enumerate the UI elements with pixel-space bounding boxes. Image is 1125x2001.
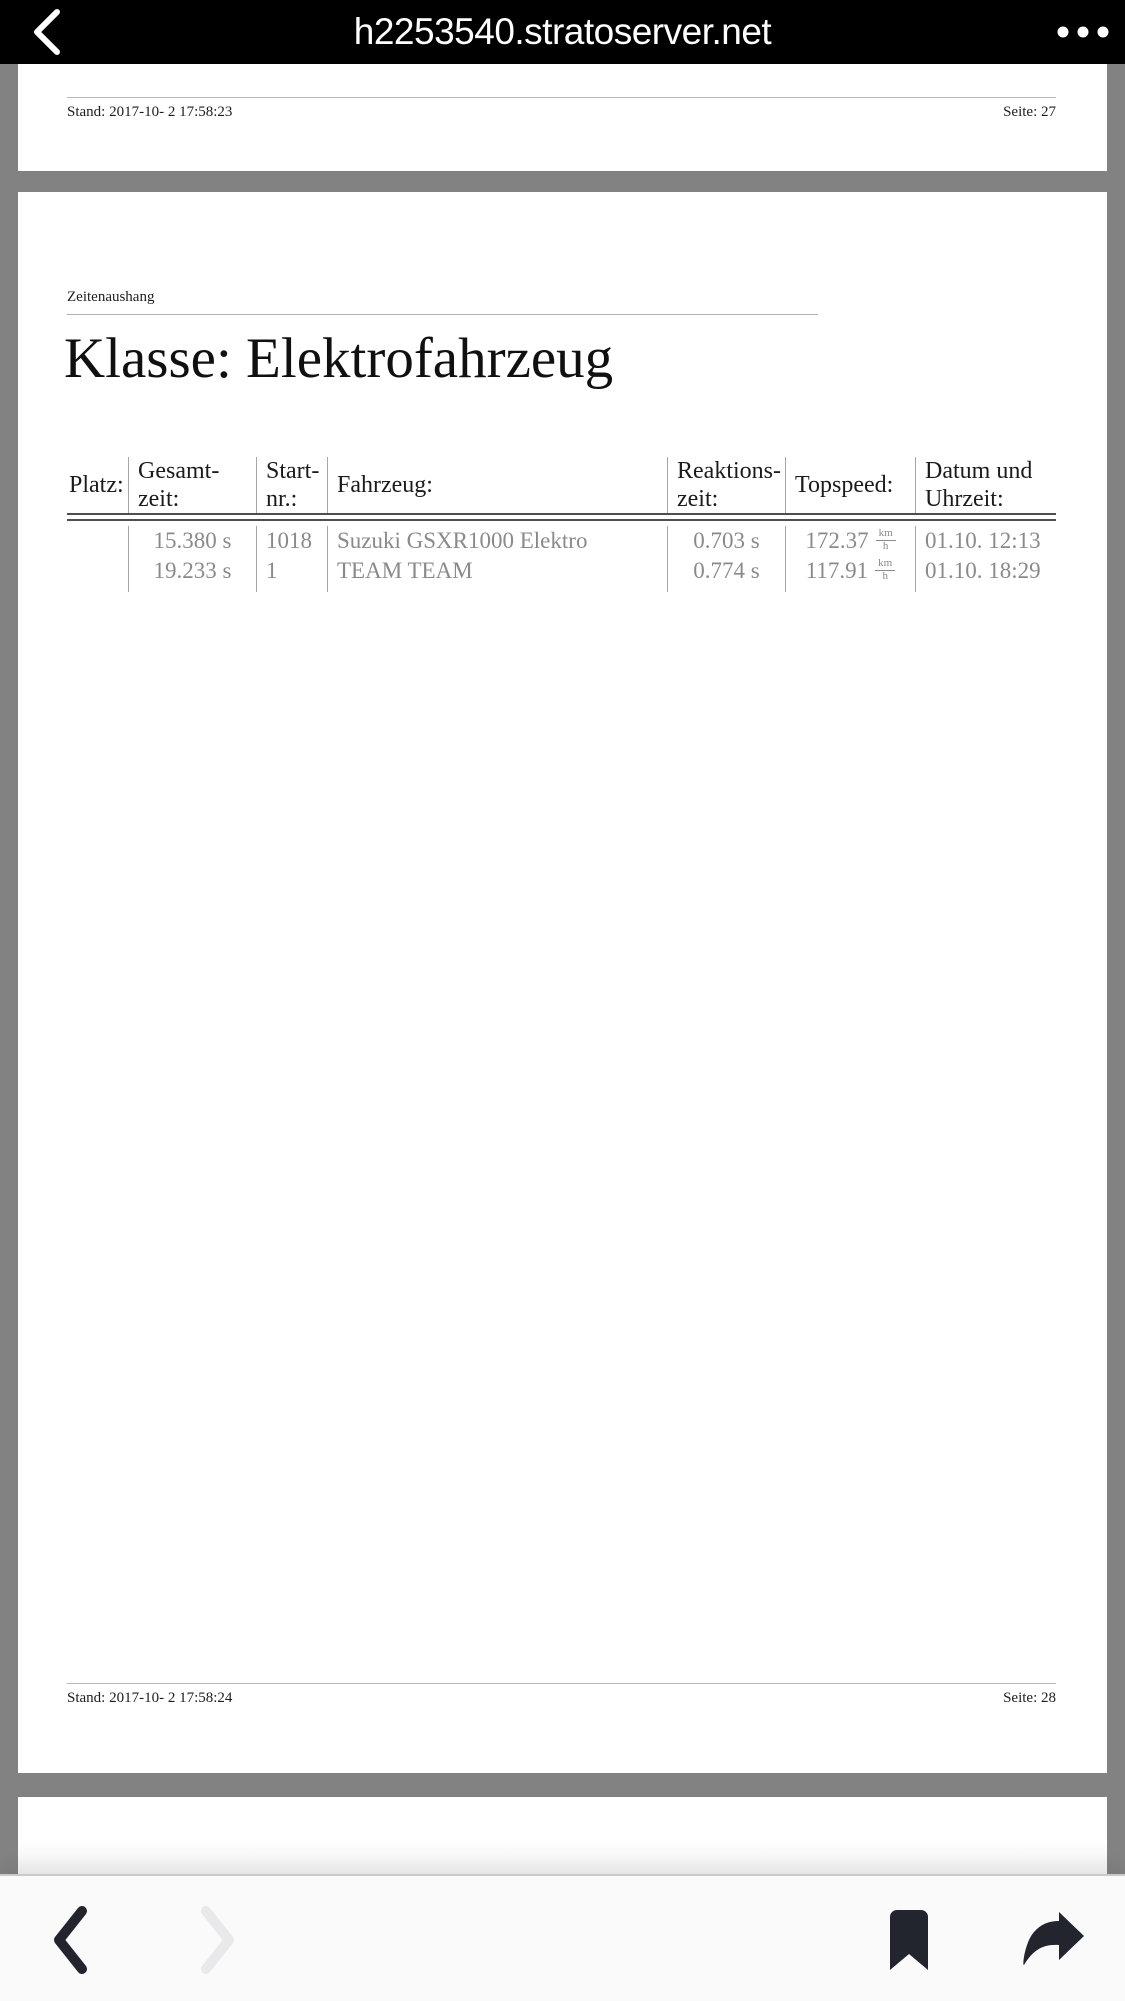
bookmark-icon xyxy=(890,1910,928,1970)
col-header-fahrzeug: Fahrzeug: xyxy=(328,457,668,513)
bookmark-button[interactable] xyxy=(874,1876,944,2001)
page28-stand-text: Stand: 2017-10- 2 17:58:24 xyxy=(67,1690,233,1706)
page28-footer xyxy=(67,1683,1056,1707)
cell-gesamtzeit: 15.380 s xyxy=(129,526,257,556)
cell-datum: 01.10. 12:13 xyxy=(925,528,1041,553)
share-forward-button[interactable] xyxy=(1008,1876,1098,2001)
cell-reaktionszeit: 0.774 s xyxy=(668,556,786,586)
cell-topspeed: 172.37 km h xyxy=(786,526,916,556)
section-label: Zeitenaushang xyxy=(67,289,155,305)
cell-reaktionszeit: 0.703 s xyxy=(668,526,786,556)
cell-startnr: 1 xyxy=(257,556,328,586)
page27-stand-text: Stand: 2017-10- 2 17:58:23 xyxy=(67,104,233,120)
pdf-page-27 xyxy=(18,64,1107,171)
pdf-page-29 xyxy=(18,1797,1107,1874)
class-heading: Klasse: Elektrofahrzeug xyxy=(64,327,614,390)
cell-fahrzeug: TEAM TEAM xyxy=(328,556,668,586)
col-header-startnr: Start- nr.: xyxy=(257,457,328,513)
page27-seite-text: Seite: 27 xyxy=(1003,104,1056,120)
browser-bottom-toolbar xyxy=(0,1874,1125,2001)
nav-back-button[interactable] xyxy=(24,6,68,58)
col-header-reaktionszeit: Reaktions- zeit: xyxy=(668,457,786,513)
results-table xyxy=(67,457,1056,592)
col-header-topspeed: Topspeed: xyxy=(786,457,916,513)
kmh-unit: km h xyxy=(876,528,896,552)
nav-menu-button[interactable] xyxy=(1053,14,1113,50)
results-table-header xyxy=(67,457,1056,513)
results-table-body xyxy=(67,521,1056,592)
history-forward-button-disabled[interactable] xyxy=(186,1876,250,2001)
header-double-rule xyxy=(67,513,1056,521)
cell-platz xyxy=(67,556,129,586)
pdf-page-28 xyxy=(18,192,1107,1773)
page-url-title: h2253540.stratoserver.net xyxy=(353,11,772,52)
back-chevron-icon xyxy=(31,8,61,56)
history-back-button[interactable] xyxy=(38,1876,102,2001)
forward-chevron-icon xyxy=(201,1906,235,1974)
cell-startnr: 1018 xyxy=(257,526,328,556)
page28-seite-text: Seite: 28 xyxy=(1003,1690,1056,1706)
table-row xyxy=(67,556,1056,586)
col-header-platz: Platz: xyxy=(67,457,129,513)
ellipsis-icon xyxy=(1056,25,1110,39)
cell-platz xyxy=(67,526,129,556)
table-row xyxy=(67,526,1056,556)
col-header-datum-uhrzeit: Datum und Uhrzeit: xyxy=(925,458,1033,512)
cell-gesamtzeit: 19.233 s xyxy=(129,556,257,586)
page27-footer xyxy=(67,97,1056,121)
col-header-gesamtzeit: Gesamt- zeit: xyxy=(129,457,257,513)
cell-fahrzeug: Suzuki GSXR1000 Elektro xyxy=(328,526,668,556)
cell-datum: 01.10. 18:29 xyxy=(925,558,1041,583)
kmh-unit: km h xyxy=(875,558,895,582)
cell-topspeed: 117.91 km h xyxy=(786,556,916,586)
section-rule xyxy=(67,314,818,315)
browser-top-bar xyxy=(0,0,1125,64)
share-forward-icon xyxy=(1022,1912,1084,1968)
table-line-extension xyxy=(67,586,1056,592)
back-chevron-icon xyxy=(53,1906,87,1974)
